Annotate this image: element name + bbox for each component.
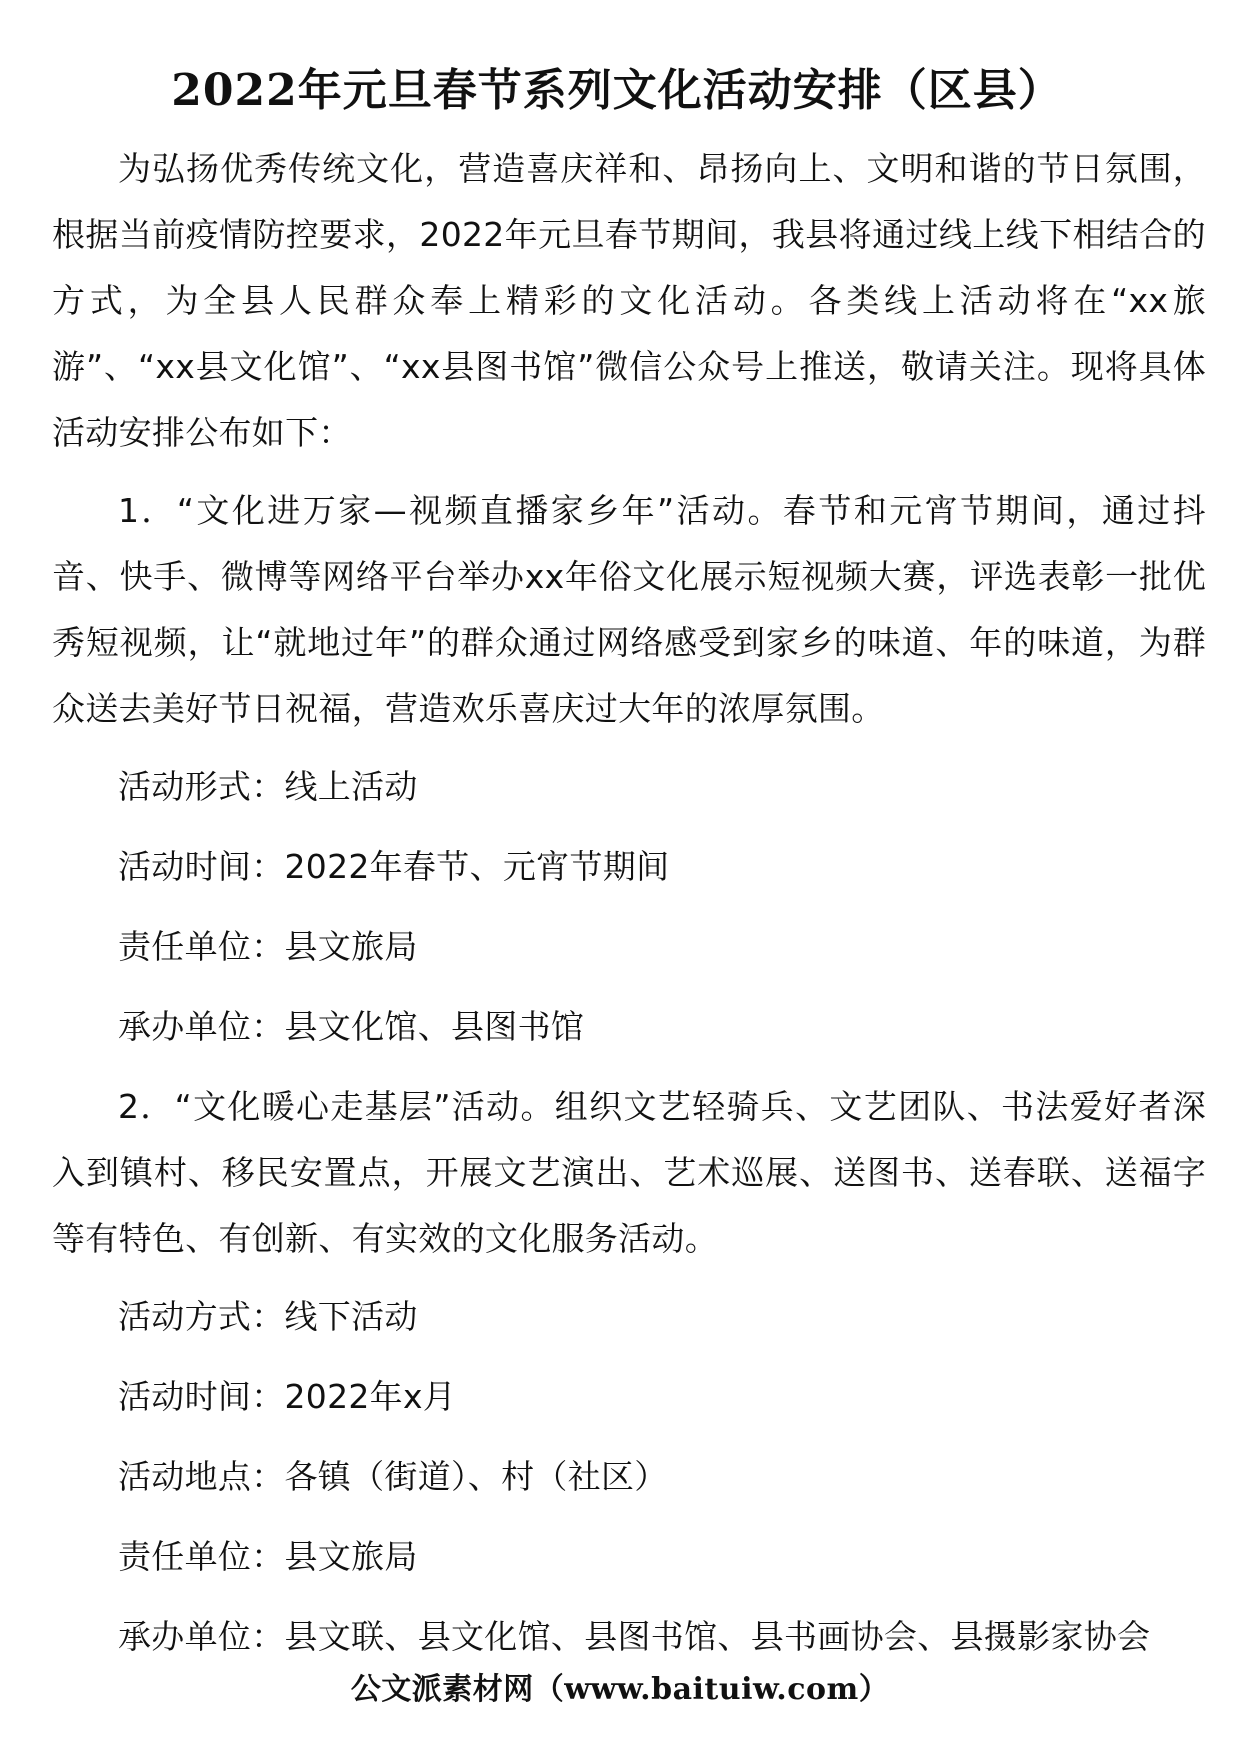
- activity-2-description: 2．“文化暖心走基层”活动。组织文艺轻骑兵、文艺团队、书法爱好者深入到镇村、移民安置点，开展文艺演出、艺术巡展、送图书、送春联、送福字等有特色、有创新、有实效的文化服务活动。: [52, 1087, 1206, 1258]
- activity-2-responsible-unit: 责任单位：县文旅局: [118, 1537, 418, 1576]
- activity-2-location: 活动地点：各镇（街道）、村（社区）: [118, 1457, 668, 1496]
- activity-2-form: 活动方式：线下活动: [118, 1297, 418, 1336]
- activity-2-organizer: 承办单位：县文联、县文化馆、县图书馆、县书画协会、县摄影家协会: [118, 1617, 1151, 1656]
- activity-1-time: 活动时间：2022年春节、元宵节期间: [118, 847, 670, 886]
- activity-1-form: 活动形式：线上活动: [118, 767, 418, 806]
- activity-2-time: 活动时间：2022年x月: [118, 1377, 457, 1416]
- activity-1-description: 1．“文化进万家—视频直播家乡年”活动。春节和元宵节期间，通过抖音、快手、微博等网络平台举办xx年俗文化展示短视频大赛，评选表彰一批优秀短视频，让“就地过年”的群众通过网络感受到家乡的味道、年的味道，为群众送去美好节日祝福，营造欢乐喜庆过大年的浓厚氛围。: [52, 491, 1206, 728]
- activity-1-responsible-unit: 责任单位：县文旅局: [118, 927, 418, 966]
- activity-1-organizer: 承办单位：县文化馆、县图书馆: [118, 1007, 585, 1046]
- document-title: 2022年元旦春节系列文化活动安排（区县）: [171, 65, 1063, 116]
- footer-watermark: 公文派素材网（www.baituiw.com）: [350, 1672, 890, 1707]
- intro-paragraph: 为弘扬优秀传统文化，营造喜庆祥和、昂扬向上、文明和谐的节日氛围，根据当前疫情防控要求，2022年元旦春节期间，我县将通过线上线下相结合的方式，为全县人民群众奉上精彩的文化活动。各类线上活动将在“xx旅游”、“xx县文化馆”、“xx县图书馆”微信公众号上推送，敬请关注。现将具体活动安排公布如下：: [52, 149, 1206, 452]
